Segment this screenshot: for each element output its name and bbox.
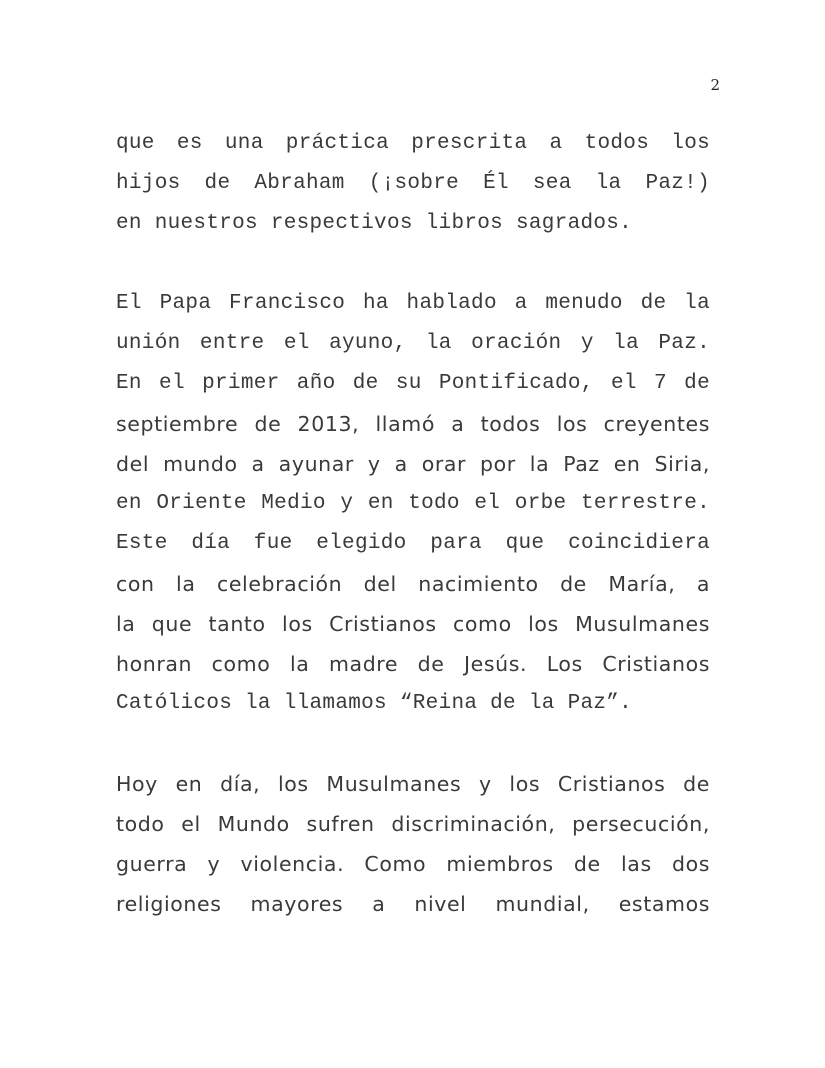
text-line: que es una práctica prescrita a todos los (116, 132, 710, 155)
text-line: la que tanto los Cristianos como los Musulmanes (116, 612, 710, 636)
paragraph-1 (116, 124, 710, 244)
text-line: guerra y violencia. Como miembros de las dos (116, 852, 710, 876)
text-line: unión entre el ayuno, la oración y la Paz. (116, 332, 710, 355)
body-text (116, 124, 710, 964)
text-line: religiones mayores a nivel mundial, estamos (116, 892, 710, 916)
text-line: hijos de Abraham (¡sobre Él sea la Paz!) (116, 172, 710, 195)
paragraph-3 (116, 764, 710, 924)
text-line: en Oriente Medio y en todo el orbe terrestre. (116, 492, 710, 515)
text-line: En el primer año de su Pontificado, el 7 de (116, 372, 710, 395)
text-line: El Papa Francisco ha hablado a menudo de la (116, 292, 710, 315)
text-line: honran como la madre de Jesús. Los Cristianos (116, 652, 710, 676)
text-line: Este día fue elegido para que coincidiera (116, 532, 710, 555)
text-line: con la celebración del nacimiento de María, a (116, 572, 710, 596)
text-line: Hoy en día, los Musulmanes y los Cristianos de (116, 772, 710, 796)
text-line: todo el Mundo sufren discriminación, persecución, (116, 812, 710, 836)
text-line: del mundo a ayunar y a orar por la Paz en Siria, (116, 452, 710, 476)
page-number: 2 (710, 76, 720, 94)
text-line: Católicos la llamamos “Reina de la Paz”. (116, 692, 633, 715)
text-line: septiembre de 2013, llamó a todos los creyentes (116, 412, 710, 436)
paragraph-2 (116, 284, 710, 724)
text-line: en nuestros respectivos libros sagrados. (116, 212, 633, 235)
